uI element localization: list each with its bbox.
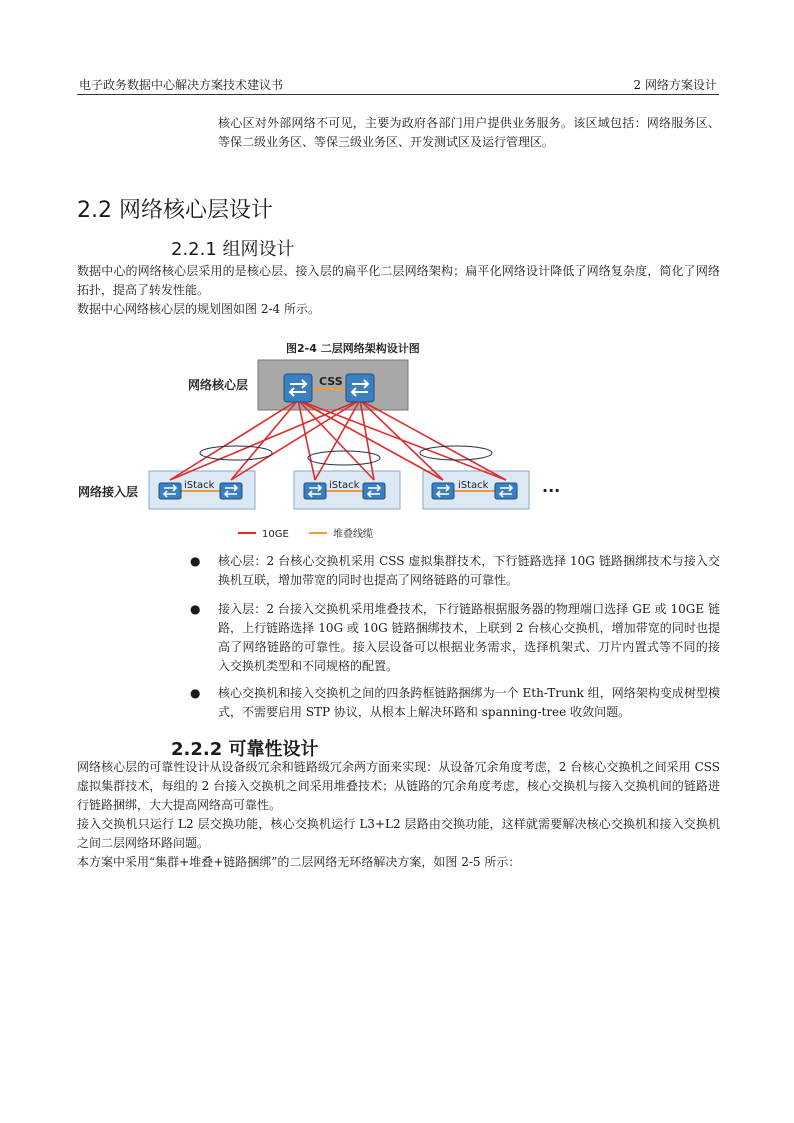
link [231,400,360,480]
core-switch-2-icon [346,374,374,402]
access-switch-icon [220,483,242,499]
bullet-text: 核心层：2 台核心交换机采用 CSS 虚拟集群技术，下行链路选择 10G 链路捆绑技术与接入交换机互联，增加带宽的同时也提高了网络链路的可靠性。 [218,554,720,587]
10ge-links [170,400,506,480]
access-switch-icon [363,483,385,499]
bullet-dot-icon: ● [190,602,201,616]
section-heading: 2.2 网络核心层设计 [77,198,273,223]
bullet-text: 核心交换机和接入交换机之间的四条跨框链路捆绑为一个 Eth-Trunk 组，网络架构变成树型模式，不需要启用 STP 协议，从根本上解决环路和 spanning-tree 收敛问题。 [218,686,720,719]
legend-stack-label: 堆叠线缆 [333,529,373,540]
more-groups-ellipsis: ··· [542,481,561,500]
legend-10ge-label: 10GE [262,529,289,540]
bullet-text: 接入层：2 台接入交换机采用堆叠技术，下行链路根据服务器的物理端口选择 GE 或 10GE 链路，上行链路选择 10G 或 10G 链路捆绑技术，上联到 2 台核心交换机，增加带宽的同时也提高了网络链路的可靠性。接入层设备可以根据业务需求，选择机架式、刀片内置式等不同的接入交换机类型和不同规格的配置。 [218,602,720,673]
access-switch-icon [304,483,326,499]
link [360,400,506,480]
reliability-paragraph-3: 本方案中采用“集群+堆叠+链路捆绑”的二层网络无环络解决方案，如图 2-5 所示： [77,855,521,869]
network-paragraph-2: 数据中心网络核心层的规划图如图 2-4 所示。 [77,302,320,316]
istack-label-2: iStack [329,480,360,491]
subsection-heading-reliability: 2.2.2 可靠性设计 [171,739,319,760]
trunk-ellipse [308,451,380,465]
css-label: CSS [319,375,343,388]
intro-paragraph: 核心区对外部网络不可见，主要为政府各部门用户提供业务服务。该区域包括：网络服务区、等保二级业务区、等保三级业务区、开发测试区及运行管理区。 [218,116,720,149]
core-layer-label: 网络核心层 [188,378,249,392]
access-switch-icon [495,483,517,499]
bullet-dot-icon: ● [190,554,201,568]
network-architecture-figure [76,338,596,550]
access-layer-label: 网络接入层 [78,485,139,499]
reliability-paragraph-1: 网络核心层的可靠性设计从设备级冗余和链路级冗余两方面来实现：从设备冗余角度考虑，2 台核心交换机之间采用 CSS 虚拟集群技术，每组的 2 台接入交换机之间采用堆叠技术；从链路的冗余角度考虑，核心交换机与接入交换机间的链路进行链路捆绑，大大提高网络高可靠性。 [77,760,720,812]
page-header [77,78,719,95]
link [170,400,298,480]
link [298,400,315,480]
access-switch-icon [159,483,181,499]
core-switch-1-icon [284,374,312,402]
link [315,400,360,480]
network-paragraph-1: 数据中心的网络核心层采用的是核心层、接入层的扁平化二层网络架构；扁平化网络设计降低了网络复杂度，简化了网络拓扑，提高了转发性能。 [77,264,720,297]
istack-label-3: iStack [458,480,489,491]
reliability-paragraph-2: 接入交换机只运行 L2 层交换功能，核心交换机运行 L3+L2 层路由交换功能，这样就需要解决核心交换机和接入交换机之间二层网络环路问题。 [77,817,720,850]
header-doc-title: 电子政务数据中心解决方案技术建议书 [79,78,284,92]
header-chapter: 2 网络方案设计 [633,78,717,92]
bullet-dot-icon: ● [190,686,201,700]
link [170,400,360,480]
figure-title: 图2-4 二层网络架构设计图 [286,342,420,355]
link [298,400,443,480]
istack-label-1: iStack [184,480,215,491]
subsection-heading-network: 2.2.1 组网设计 [171,239,295,260]
access-switch-icon [432,483,454,499]
